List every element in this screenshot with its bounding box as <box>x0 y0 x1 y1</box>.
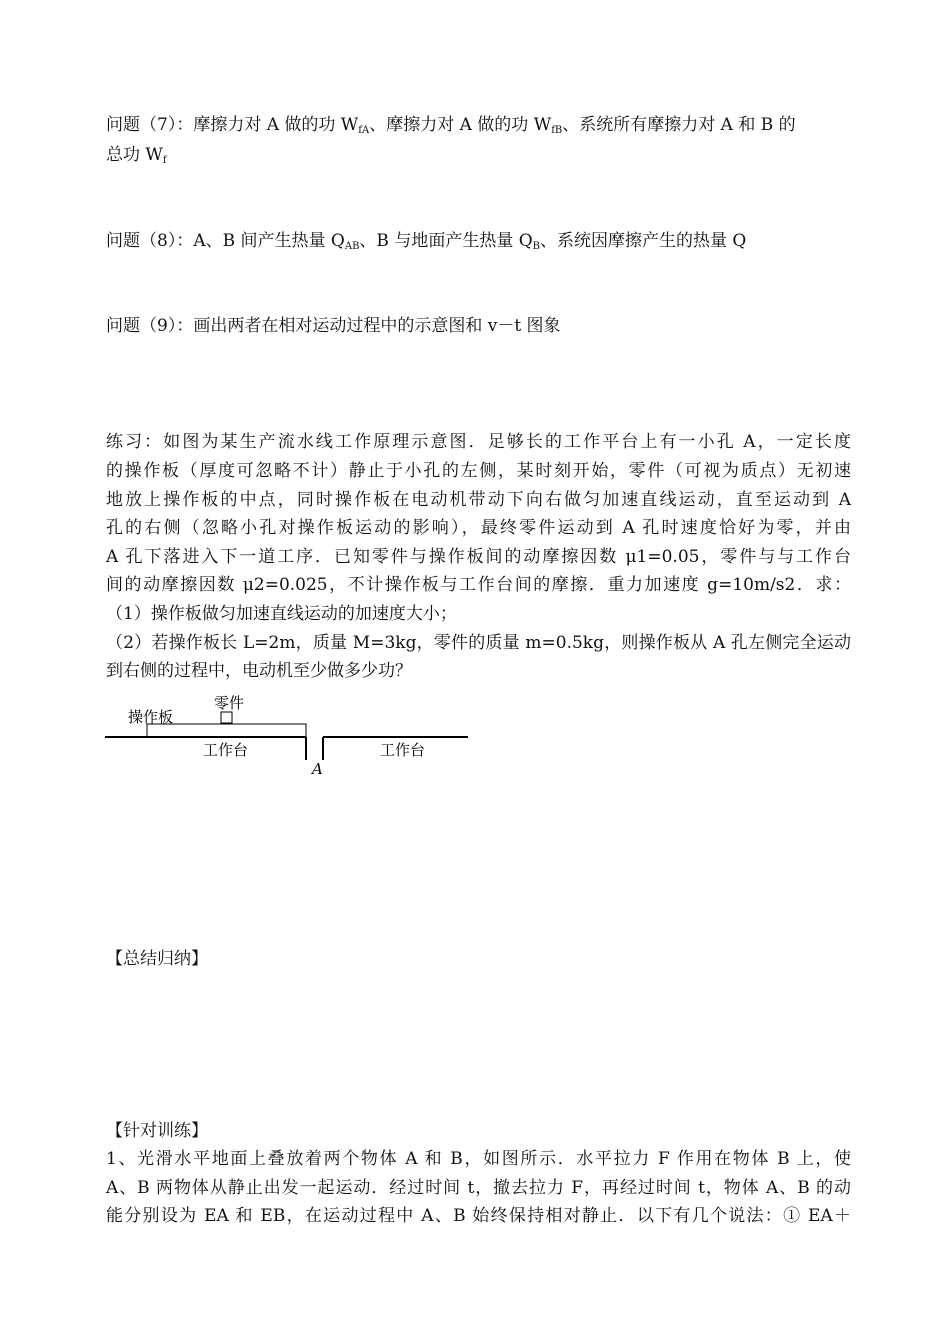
q7-line2-prefix: 总功 W <box>106 145 163 165</box>
practice-question-2-cont: 到右侧的过程中，电动机至少做多少功？ <box>106 661 412 681</box>
practice-question-2: （2）若操作板长 L=2m，质量 M=3kg，零件的质量 m=0.5kg，则操作板从 A 孔左侧完全运动 <box>106 633 851 653</box>
practice-question-1: （1）操作板做匀加速直线运动的加速度大小； <box>106 604 457 624</box>
q7-subscript-f: f <box>162 155 167 166</box>
question-9: 问题（9）：画出两者在相对运动过程中的示意图和 v－t 图象 <box>106 316 561 336</box>
practice-line-1: 练习：如图为某生产流水线工作原理示意图．足够长的工作平台上有一小孔 A，一定长度 <box>106 432 851 452</box>
q8-text-prefix: 问题（8）：A、B 间产生热量 Q <box>106 231 345 251</box>
board-label: 操作板 <box>128 708 174 726</box>
training-line-3: 能分别设为 EA 和 EB，在运动过程中 A、B 始终保持相对静止．以下有几个说法：① EA＋ <box>106 1206 851 1226</box>
production-line-diagram <box>100 690 480 785</box>
summary-heading: 【总结归纳】 <box>106 949 208 969</box>
training-heading: 【针对训练】 <box>106 1121 208 1141</box>
q7-text-mid2: 、系统所有摩擦力对 A 和 B 的 <box>562 115 796 135</box>
practice-line-6: 间的动摩擦因数 μ2=0.025，不计操作板与工作台间的摩擦．重力加速度 g=10m/s2．求： <box>106 575 851 595</box>
training-line-2: A、B 两物体从静止出发一起运动．经过时间 t，撤去拉力 F，再经过时间 t，物体 A、B 的动 <box>106 1178 851 1198</box>
right-platform-label: 工作台 <box>380 741 426 759</box>
q7-subscript-fa: fA <box>358 125 370 136</box>
q8-text-suffix: 、系统因摩擦产生的热量 Q <box>540 231 747 251</box>
training-line-1: 1、光滑水平地面上叠放着两个物体 A 和 B，如图所示．水平拉力 F 作用在物体 B 上，使 <box>106 1149 851 1169</box>
question-7-line-2 <box>106 143 851 173</box>
practice-line-4: 孔的右侧（忽略小孔对操作板运动的影响），最终零件运动到 A 孔时速度恰好为零，并由 <box>106 518 851 538</box>
left-platform-label: 工作台 <box>203 741 249 759</box>
question-7-line-1 <box>106 113 851 143</box>
q7-text-prefix: 问题（7）：摩擦力对 A 做的功 W <box>106 115 359 135</box>
q8-subscript-ab: AB <box>344 241 360 252</box>
question-8 <box>106 229 851 259</box>
q7-text-mid1: 、摩擦力对 A 做的功 W <box>369 115 552 135</box>
practice-line-3: 地放上操作板的中点，同时操作板在电动机带动下向右做匀加速直线运动，直至运动到 A <box>106 490 851 510</box>
practice-line-5: A 孔下落进入下一道工序．已知零件与操作板间的动摩擦因数 μ1=0.05，零件与与工作台 <box>106 547 851 567</box>
practice-line-2: 的操作板（厚度可忽略不计）静止于小孔的左侧，某时刻开始，零件（可视为质点）无初速 <box>106 461 851 481</box>
q8-subscript-b: B <box>532 241 541 252</box>
part-label: 零件 <box>214 694 245 712</box>
hole-label: A <box>312 760 323 778</box>
q7-subscript-fb: fB <box>551 125 563 136</box>
part-block <box>221 712 232 723</box>
q8-text-mid: 、B 与地面产生热量 Q <box>359 231 533 251</box>
